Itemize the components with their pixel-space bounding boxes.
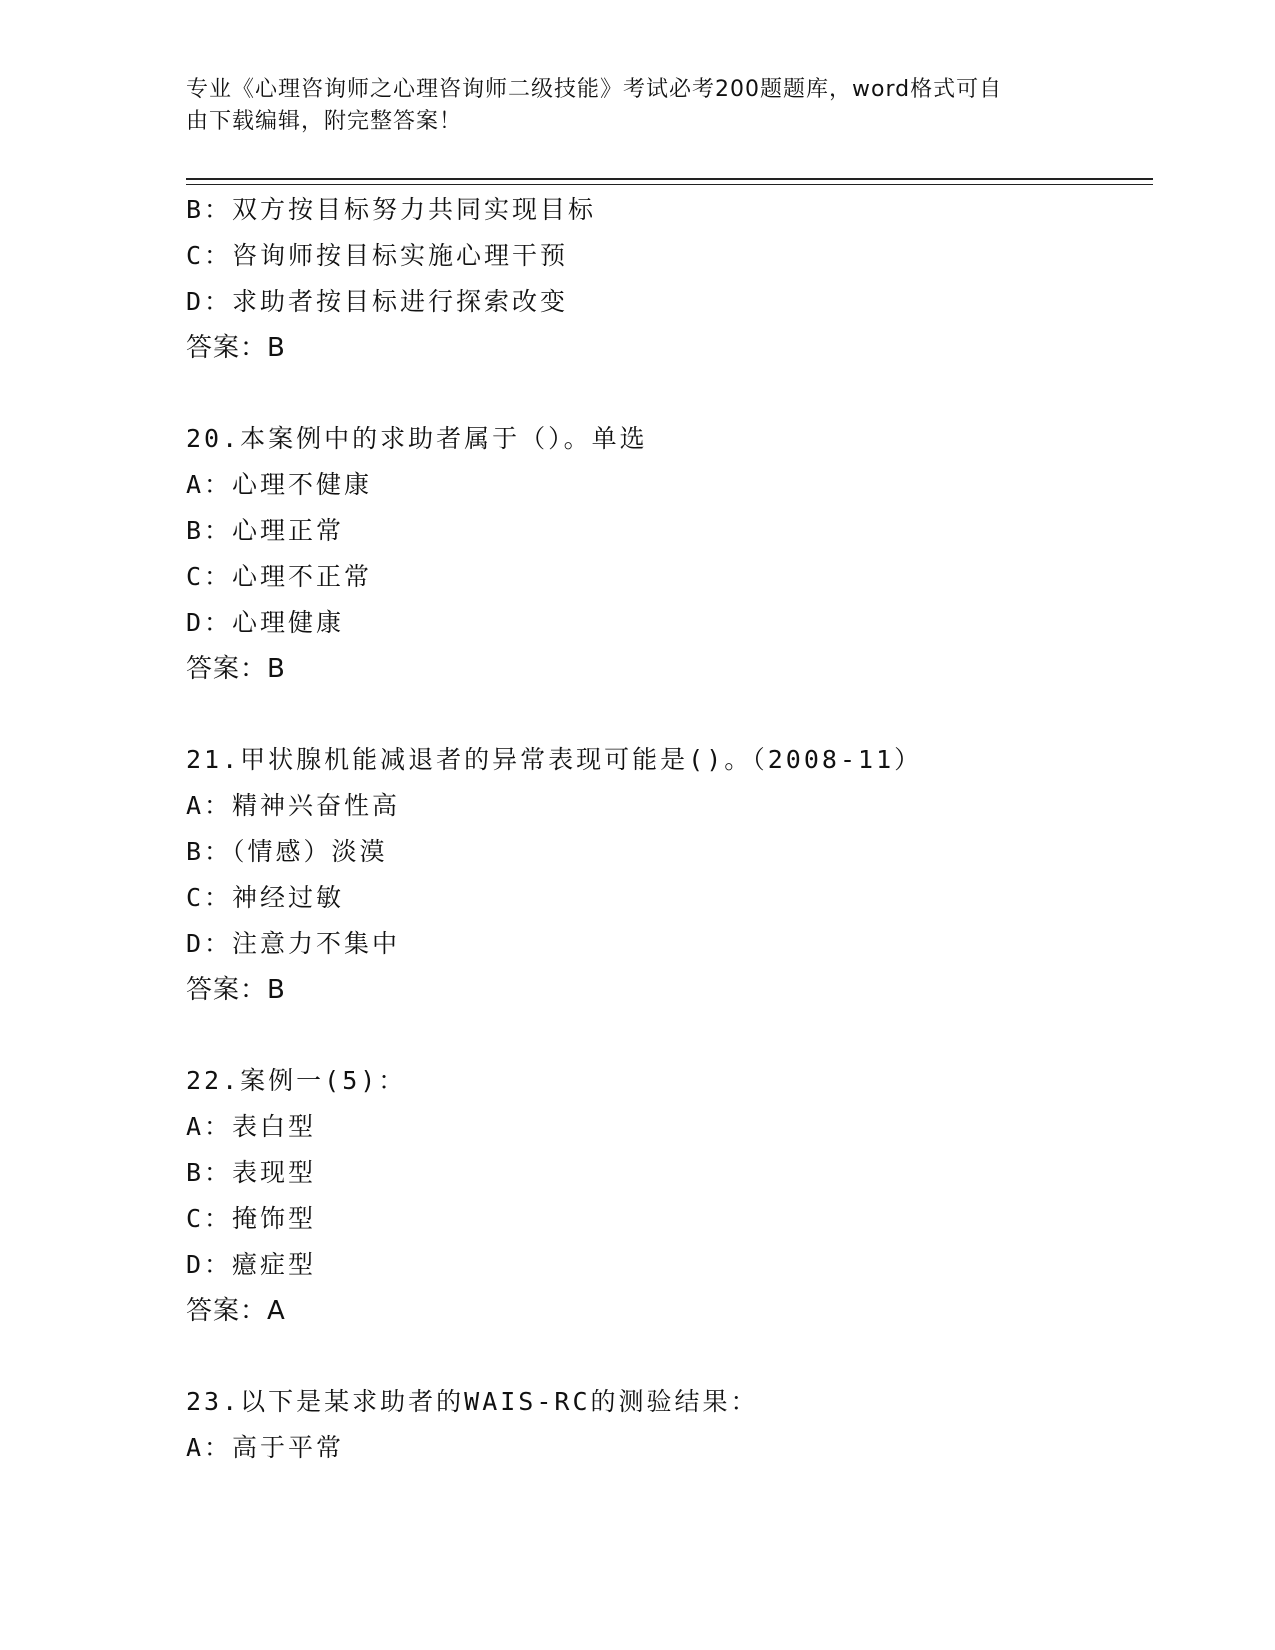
option-a: A：心理不健康 — [186, 470, 373, 499]
option-b: B：双方按目标努力共同实现目标 — [186, 195, 597, 224]
option-d: D：心理健康 — [186, 608, 345, 637]
header-divider-thick — [186, 178, 1153, 180]
question-list — [186, 187, 1146, 1471]
question-title: 21.甲状腺机能减退者的异常表现可能是()。（2008-11） — [186, 745, 923, 774]
header-line-1: 专业《心理咨询师之心理咨询师二级技能》考试必考200题题库，word格式可自 — [186, 77, 1003, 102]
option-c: C：掩饰型 — [186, 1204, 317, 1233]
document-header — [186, 74, 1086, 138]
question-title: 23.以下是某求助者的WAIS-RC的测验结果： — [186, 1387, 759, 1416]
option-a: A：精神兴奋性高 — [186, 791, 401, 820]
option-d: D：注意力不集中 — [186, 929, 401, 958]
option-b: B：心理正常 — [186, 516, 345, 545]
option-d: D：求助者按目标进行探索改变 — [186, 287, 569, 316]
answer-line: 答案：B — [186, 333, 286, 363]
option-c: C：咨询师按目标实施心理干预 — [186, 241, 569, 270]
header-divider-thin — [186, 184, 1153, 185]
option-b: B：（情感）淡漠 — [186, 837, 388, 866]
option-c: C：神经过敏 — [186, 883, 345, 912]
option-c: C：心理不正常 — [186, 562, 373, 591]
question-title: 20.本案例中的求助者属于（）。单选 — [186, 424, 648, 453]
answer-line: 答案：B — [186, 975, 286, 1005]
answer-line: 答案：B — [186, 654, 286, 684]
option-a: A：表白型 — [186, 1112, 317, 1141]
answer-line: 答案：A — [186, 1296, 286, 1326]
header-line-2: 由下载编辑，附完整答案！ — [186, 109, 463, 134]
option-b: B：表现型 — [186, 1158, 317, 1187]
option-d: D：癔症型 — [186, 1250, 317, 1279]
option-a: A：高于平常 — [186, 1433, 345, 1462]
question-title: 22.案例一(5)： — [186, 1066, 407, 1095]
